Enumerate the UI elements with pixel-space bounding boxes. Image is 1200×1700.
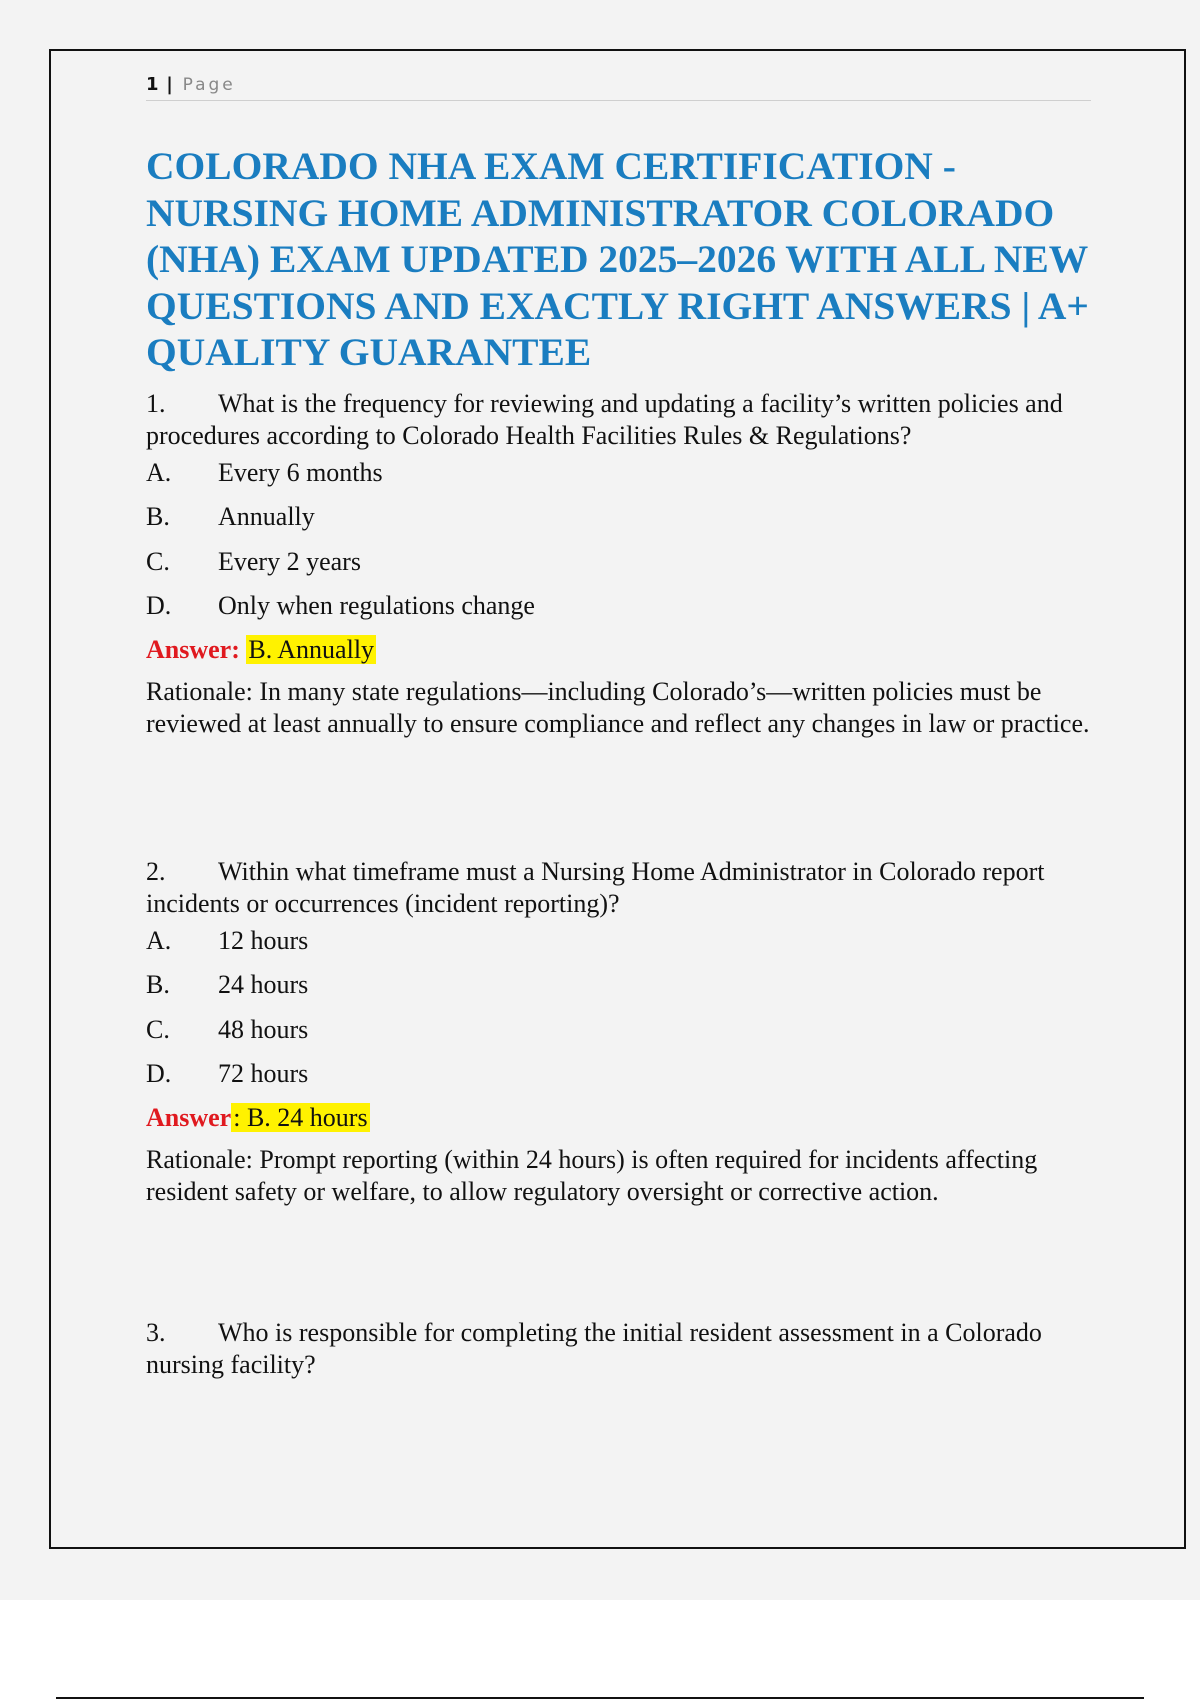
option-letter: A. [146,457,172,487]
question-number: 2. [146,856,166,886]
option-letter: B. [146,502,170,531]
page-header [146,70,1091,101]
rationale-2: Rationale: Prompt reporting (within 24 hours) is often required for incidents affecting resident safety or welfare, to allow regulatory oversight or corrective action. [146,1144,1038,1206]
question-1 [146,388,1091,453]
answer-highlight [231,1103,369,1132]
question-number: 3. [146,1317,166,1347]
question-2 [146,856,1091,921]
page-word: Page [182,75,236,95]
answer-label: Answer [146,1102,232,1132]
page-separator: | [166,74,173,95]
question-number: 1. [146,388,166,418]
option-d [146,590,1091,635]
option-b [146,501,1091,546]
option-d [146,1058,1091,1103]
option-text: Every 6 months [218,457,383,487]
question-text: Within what timeframe must a Nursing Home Administrator in Colorado report incidents or occurrences (incident reporting)? [146,856,1045,918]
option-c [146,546,1091,591]
option-text: Only when regulations change [218,591,535,620]
options-list-1 [146,457,1091,635]
document-content [146,70,1091,1382]
option-text: 72 hours [218,1059,309,1088]
option-text: Annually [218,502,315,531]
option-letter: D. [146,591,172,620]
option-text: 48 hours [218,1014,309,1044]
option-c [146,1014,1091,1059]
answer-2 [146,1101,1091,1135]
option-b [146,969,1091,1014]
page-number: 1 [146,74,159,95]
option-letter: C. [146,1014,170,1044]
answer-1 [146,633,1091,667]
option-text: Every 2 years [218,546,361,576]
option-text: 12 hours [218,925,309,955]
question-text: What is the frequency for reviewing and updating a facility’s written policies and procedures according to Colorado Health Facilities Rules & Regulations? [146,388,1063,450]
question-3 [146,1317,1091,1382]
next-page-divider [56,1697,1144,1699]
option-letter: C. [146,546,170,576]
next-page-area [0,1600,1200,1700]
answer-text: B. 24 hours [246,1102,368,1132]
answer-text: B. Annually [248,634,375,664]
question-text: Who is responsible for completing the initial resident assessment in a Colorado nursing facility? [146,1317,1042,1379]
option-letter: D. [146,1059,172,1088]
rationale-1: Rationale: In many state regulations—including Colorado’s—written policies must be reviewed at least annually to ensure compliance and reflect any changes in law or practice. [146,676,1090,738]
option-text: 24 hours [218,970,309,999]
option-a [146,925,1091,970]
options-list-2 [146,925,1091,1103]
answer-label: Answer: [146,634,240,664]
answer-colon: : [233,1102,241,1132]
option-letter: A. [146,925,172,955]
document-title: COLORADO NHA EXAM CERTIFICATION - NURSING HOME ADMINISTRATOR COLORADO (NHA) EXAM UPDATED 2025–2026 WITH ALL NEW QUESTIONS AND EXACTLY RIGHT ANSWERS | A+ QUALITY GUARANTEE [146,144,1089,374]
option-letter: B. [146,970,170,999]
option-a [146,457,1091,502]
